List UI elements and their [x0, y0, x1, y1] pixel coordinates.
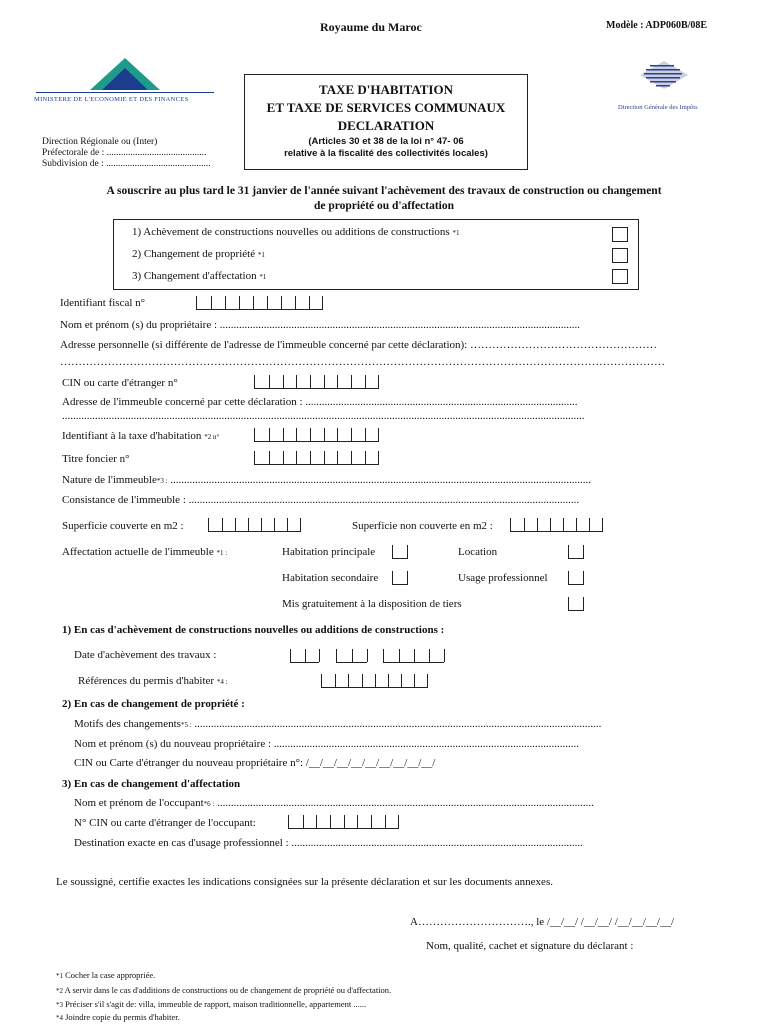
checkbox-mis-gratuitement[interactable] — [568, 597, 584, 611]
ministry-logo — [30, 52, 220, 126]
superficie-non-couverte-label: Superficie non couverte en m2 : — [352, 520, 493, 532]
usage-professionnel-label: Usage professionnel — [458, 572, 548, 584]
nom-occupant-dots: ......................................................................................................................................... — [214, 797, 594, 809]
titre-foncier-input[interactable] — [254, 451, 379, 465]
mis-gratuitement-label: Mis gratuitement à la disposition de tiers — [282, 598, 462, 610]
checkbox-habitation-principale[interactable] — [392, 545, 408, 559]
cin-label: CIN ou carte d'étranger n° — [62, 377, 178, 389]
option-affectation-note: *1 — [259, 273, 267, 281]
section-2-heading: 2) En cas de changement de propriété : — [62, 698, 245, 710]
subdivision: Subdivision de : ............................................ — [42, 159, 211, 169]
dgi-emblem-icon — [608, 55, 738, 101]
checkbox-changement-propriete[interactable] — [612, 248, 628, 263]
identifiant-taxe-input[interactable] — [254, 428, 379, 442]
option-propriete-label: 2) Changement de propriété — [132, 248, 256, 260]
footnote-3-text: Préciser s'il s'agit de: villa, immeuble de rapport, maison traditionnelle, appartement ...... — [63, 999, 367, 1009]
checkbox-achevement[interactable] — [612, 227, 628, 242]
checkbox-location[interactable] — [568, 545, 584, 559]
date-achevement-day[interactable] — [290, 649, 319, 663]
footnote-4-text: Joindre copie du permis d'habiter. — [63, 1012, 180, 1022]
cin-occupant-input[interactable] — [288, 815, 399, 829]
nature-immeuble-field[interactable] — [62, 474, 591, 486]
footnote-2 — [56, 985, 391, 995]
identifiant-fiscal-input[interactable] — [196, 296, 323, 310]
title-line-3: DECLARATION — [337, 118, 435, 133]
option-achevement-note: *1 — [452, 229, 460, 237]
footnote-4 — [56, 1012, 180, 1022]
consistance-field[interactable]: Consistance de l'immeuble : .............................................................................................................................................. — [62, 494, 580, 506]
option-changement-affectation — [132, 270, 266, 282]
cin-input[interactable] — [254, 375, 379, 389]
section-3-heading: 3) En cas de changement d'affectation — [62, 778, 241, 790]
nature-dots: ......................................................................................................................................................... — [167, 474, 592, 486]
adresse-personnelle-continuation[interactable]: ………………………………………………………………………………………………………………………………………………… — [60, 356, 665, 368]
ministry-emblem-icon — [30, 52, 220, 126]
nature-note: *3 : — [156, 477, 168, 485]
nom-occupant-field[interactable] — [74, 797, 594, 809]
title-box — [244, 74, 528, 170]
footnote-3 — [56, 999, 366, 1009]
titre-foncier-label: Titre foncier n° — [62, 453, 130, 465]
nom-proprietaire-field[interactable]: Nom et prénom (s) du propriétaire : ................................................................................................................................... — [60, 319, 581, 331]
motifs-label: Motifs des changements — [74, 718, 181, 730]
permis-habiter-input[interactable] — [321, 674, 428, 688]
footnote-1 — [56, 970, 155, 980]
cin-occupant-label: N° CIN ou carte d'étranger de l'occupant: — [74, 817, 256, 829]
declaration-type-box — [113, 219, 639, 290]
signature-label: Nom, qualité, cachet et signature du déclarant : — [426, 940, 634, 952]
option-achevement-label: 1) Achèvement de constructions nouvelles ou additions de constructions — [132, 226, 450, 238]
footnote-2-mark: *2 — [56, 987, 63, 995]
place-date-field[interactable]: A…………………………., le /__/__/ /__/__/ /__/__/__/__/ — [410, 916, 674, 928]
identifiant-taxe-text: Identifiant à la taxe d'habitation — [62, 430, 202, 442]
checkbox-usage-professionnel[interactable] — [568, 571, 584, 585]
option-affectation-label: 3) Changement d'affectation — [132, 270, 257, 282]
dgi-name: Direction Générale des Impôts — [618, 104, 698, 111]
option-changement-propriete — [132, 248, 265, 260]
motifs-dots: .................................................................................................................................................... — [191, 718, 602, 730]
permis-habiter-label — [78, 675, 228, 687]
nom-occupant-note: *6 : — [203, 800, 215, 808]
direction-regionale: Direction Régionale ou (Inter) — [42, 137, 158, 147]
deadline-line-2: de propriété ou d'affectation — [313, 200, 454, 212]
checkbox-changement-affectation[interactable] — [612, 269, 628, 284]
footnote-4-mark: *4 — [56, 1014, 63, 1022]
country-header: Royaume du Maroc — [320, 20, 422, 34]
nom-occupant-label: Nom et prénom de l'occupant — [74, 797, 204, 809]
superficie-couverte-label: Superficie couverte en m2 : — [62, 520, 184, 532]
certification-statement: Le soussigné, certifie exactes les indications consignées sur la présente déclaration et sur les documents annexes. — [56, 876, 553, 888]
nature-label: Nature de l'immeuble — [62, 474, 157, 486]
adresse-immeuble-continuation[interactable]: .............................................................................................................................................................................................. — [62, 410, 585, 422]
superficie-couverte-input[interactable] — [208, 518, 301, 532]
model-number: Modèle : ADP060B/08E — [606, 20, 708, 31]
footnote-2-text: A servir dans le cas d'additions de constructions ou de changement de propriété ou d'affectation. — [63, 985, 392, 995]
habitation-principale-label: Habitation principale — [282, 546, 376, 558]
adresse-personnelle-field[interactable]: Adresse personnelle (si différente de l'adresse de l'immeuble concerné par cette déclaration): …………………………………………… — [60, 339, 657, 351]
identifiant-taxe-note: *2 n° — [204, 433, 220, 441]
permis-note: *4 : — [216, 678, 228, 686]
superficie-non-couverte-input[interactable] — [510, 518, 603, 532]
section-1-heading: 1) En cas d'achèvement de constructions nouvelles ou additions de constructions : — [62, 624, 445, 636]
date-achevement-label: Date d'achèvement des travaux : — [74, 649, 217, 661]
title-relative: relative à la fiscalité des collectivités locales) — [284, 148, 488, 159]
title-articles: (Articles 30 et 38 de la loi n° 47- 06 — [308, 136, 464, 147]
cin-nouveau-proprietaire-field[interactable]: CIN ou Carte d'étranger du nouveau propriétaire n°: /__/__/__/__/__/__/__/__/__/ — [74, 757, 436, 769]
title-line-2: ET TAXE DE SERVICES COMMUNAUX — [266, 100, 506, 115]
motifs-changements-field[interactable] — [74, 718, 601, 730]
ministry-name: MINISTERE DE L'ECONOMIE ET DES FINANCES — [34, 96, 189, 103]
option-achevement — [132, 226, 459, 238]
habitation-secondaire-label: Habitation secondaire — [282, 572, 379, 584]
motifs-note: *5 : — [180, 721, 192, 729]
checkbox-habitation-secondaire[interactable] — [392, 571, 408, 585]
title-line-1: TAXE D'HABITATION — [319, 82, 453, 97]
date-achevement-month[interactable] — [336, 649, 367, 663]
deadline-line-1: A souscrire au plus tard le 31 janvier de l'année suivant l'achèvement des travaux de construction ou changement — [106, 185, 662, 197]
affectation-text: Affectation actuelle de l'immeuble — [62, 546, 214, 558]
option-propriete-note: *1 — [257, 251, 265, 259]
adresse-immeuble-field[interactable]: Adresse de l'immeuble concerné par cette déclaration : ................................................................................................... — [62, 396, 578, 408]
footnote-1-text: Cocher la case appropriée. — [63, 970, 156, 980]
permis-text: Références du permis d'habiter — [78, 675, 215, 687]
affectation-label — [62, 546, 227, 558]
identifiant-taxe-label — [62, 430, 219, 442]
location-label: Location — [458, 546, 498, 558]
dgi-logo — [608, 55, 738, 125]
identifiant-fiscal-label: Identifiant fiscal n° — [60, 297, 146, 309]
prefectorale: Préfectorale de : .......................................... — [42, 148, 207, 158]
destination-usage-field[interactable]: Destination exacte en cas d'usage professionnel : .......................................................................................................... — [74, 837, 583, 849]
footnote-1-mark: *1 — [56, 972, 63, 980]
footnote-3-mark: *3 — [56, 1001, 63, 1009]
affectation-note: *1 : — [216, 549, 228, 557]
nom-nouveau-proprietaire-field[interactable]: Nom et prénom (s) du nouveau propriétaire : ............................................................................................................... — [74, 738, 580, 750]
date-achevement-year[interactable] — [383, 649, 444, 663]
